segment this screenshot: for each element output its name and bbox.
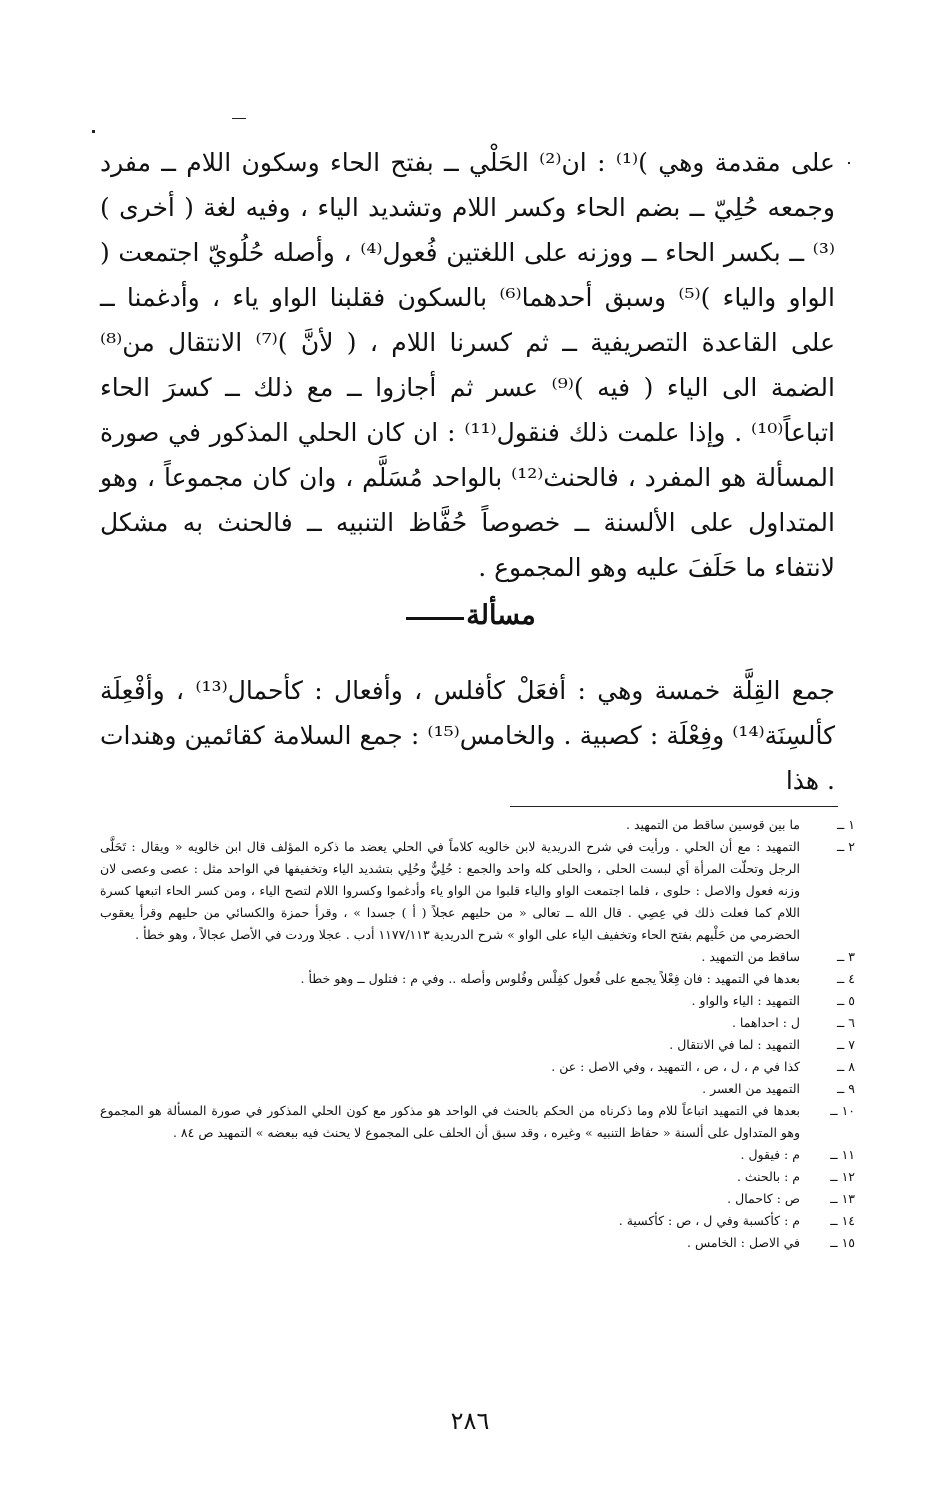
footnote [100, 1100, 855, 1144]
footnote-text: م : فيقول . [740, 1147, 800, 1162]
footnote [100, 968, 855, 990]
footnote [100, 1078, 855, 1100]
footnotes [100, 814, 855, 1254]
footnote-text: ساقط من التمهيد . [701, 949, 800, 964]
footnote-separator [510, 806, 838, 807]
footnote-text: م : بالحنث . [736, 1169, 800, 1184]
footnote-number: ١٤ ــ [830, 1213, 855, 1228]
footnote-number: ١٣ ــ [830, 1191, 855, 1206]
footnote-number: ١٥ ــ [830, 1235, 855, 1250]
footnote-number: ٣ ــ [836, 949, 855, 964]
footnote [100, 1232, 855, 1254]
footnote-text: ص : كاحمال . [727, 1191, 800, 1206]
footnote-text: التمهيد : لما في الانتقال . [669, 1037, 800, 1052]
footnote-number: ١٠ ــ [830, 1103, 855, 1118]
footnote [100, 946, 855, 968]
footnote [100, 1056, 855, 1078]
footnote-text: التمهيد : مع أن الحلي . ورأيت في شرح الدريدية لابن خالويه كلاماً في الحلي يعضد ما ذكره المؤلف قال ابن خالويه « ويقال : تَحَلَّى الرجل وتحلّت المرأة أي لبست الحلى ، والحلى كله واحد والجمع : حُلِيٌّ وحُلِي بتشديد الياء وتخفيفها في الواحد مثل : عصى وعصى لان وزنه فعول والاصل : حلوى ، فلما اجتمعت الواو والياء قلبوا من الواو ياء وأدغموا وكسروا اللام لتصح الياء ، ومن كسر الحاء اتبعها كسرة اللام كما فعلت ذلك في عِصِي . قال الله ــ تعالى « من حليهم عجلاً ( أ ) جسدا » ، وقرأ حمزة والكسائي من حليهم وقرأ يعقوب الحضرمي من حَلْيهم بفتح الحاء وتخفيف الياء على الواو » شرح الدريدية ١١٧٧/١١٣ أدب . عجلا وردت في الأصل عجالاً ، وهو خطأ . [100, 839, 800, 942]
footnote-text: ما بين قوسين ساقط من التمهيد . [626, 817, 800, 832]
heading-kashida-rule [406, 617, 464, 620]
footnote [100, 990, 855, 1012]
footnote-text: التمهيد : الياء والواو . [691, 993, 800, 1008]
footnote-text: كذا في م ، ل ، ص ، التمهيد ، وفي الاصل : عن . [551, 1059, 800, 1074]
footnote-number: ٩ ــ [836, 1081, 855, 1096]
footnote-number: ٢ ــ [836, 839, 855, 854]
footnote-text: في الاصل : الخامس . [687, 1235, 800, 1250]
main-paragraph [100, 140, 835, 590]
footnote-number: ٤ ــ [836, 971, 855, 986]
footnote [100, 1188, 855, 1210]
footnote-text: م : كأكسبة وفي ل ، ص : كأكسية . [618, 1213, 800, 1228]
scan-speck [848, 162, 850, 164]
footnote-number: ٦ ــ [836, 1015, 855, 1030]
footnote-number: ١٢ ــ [830, 1169, 855, 1184]
footnote [100, 836, 855, 946]
footnote [100, 1012, 855, 1034]
second-paragraph-text: جمع القِلَّة خمسة وهي : أفعَلْ كأفلس ، وأفعال : كأحمال⁽¹³⁾ ، وأفْعِلَة كألسِنَة⁽¹⁴⁾ وفِعْلَة : كصبية . والخامس⁽¹⁵⁾ : جمع السلامة كقائمين وهندات . هذا [100, 676, 836, 795]
main-paragraph-text: على مقدمة وهي )⁽¹⁾ : ان⁽²⁾ الحَلْي ــ بفتح الحاء وسكون اللام ــ مفرد وجمعه حُلِيّ ــ بضم الحاء وكسر اللام وتشديد الياء ، وفيه لغة ( أخرى )⁽³⁾ ــ بكسر الحاء ــ ووزنه على اللغتين فُعول⁽⁴⁾ ، وأصله حُلُويّ اجتمعت ( الواو والياء )⁽⁵⁾ وسبق أحدهما⁽⁶⁾ بالسكون فقلبنا الواو ياء ، وأدغمنا ــ على القاعدة التصريفية ــ ثم كسرنا اللام ، ( لأنَّ )⁽⁷⁾ الانتقال من⁽⁸⁾ الضمة الى الياء ( فيه )⁽⁹⁾ عسر ثم أجازوا ــ مع ذلك ــ كسرَ الحاء اتباعاً⁽¹⁰⁾ . وإذا علمت ذلك فنقول⁽¹¹⁾ : ان كان الحلي المذكور في صورة المسألة هو المفرد ، فالحنث⁽¹²⁾ بالواحد مُسَلَّم ، وان كان مجموعاً ، وهو المتداول على الألسنة ــ خصوصاً حُفَّاظ التنبيه ــ فالحنث به مشكل لانتفاء ما حَلَفَ عليه وهو المجموع . [100, 148, 835, 582]
section-heading [0, 600, 940, 631]
footnote-number: ٥ ــ [836, 993, 855, 1008]
footnote-number: ٧ ــ [836, 1037, 855, 1052]
page-number: ٢٨٦ [450, 1407, 490, 1435]
footnote-text: بعدها في التمهيد : فان فِعْلاً يجمع على فُعول كفِلْس وفُلوس وأصله .. وفي م : فتلول ــ وهو خطأ . [300, 971, 800, 986]
footnote [100, 814, 855, 836]
footnote-text: بعدها في التمهيد اتباعاً للام وما ذكرناه من الحكم بالحنث في الواحد هو مذكور مع كون الحلي المذكور في صورة المسألة هو المجموع وهو المتداول على ألسنة « حفاظ التنبيه » وغيره ، وقد سبق أن الحلف على المجموع لا يحنث فيه ببعضه » التمهيد ص ٨٤ . [100, 1103, 800, 1140]
footnote [100, 1166, 855, 1188]
section-heading-text: مسألة [466, 600, 536, 631]
scan-speck [232, 118, 246, 119]
footnote [100, 1034, 855, 1056]
footnote [100, 1210, 855, 1232]
footnote [100, 1144, 855, 1166]
footnote-number: ١١ ــ [830, 1147, 855, 1162]
footnote-number: ١ ــ [836, 817, 855, 832]
scan-speck [92, 130, 95, 133]
footnote-text: التمهيد من العسر . [702, 1081, 800, 1096]
footnote-text: ل : احداهما . [731, 1015, 800, 1030]
footnote-number: ٨ ــ [836, 1059, 855, 1074]
second-paragraph [100, 668, 835, 803]
